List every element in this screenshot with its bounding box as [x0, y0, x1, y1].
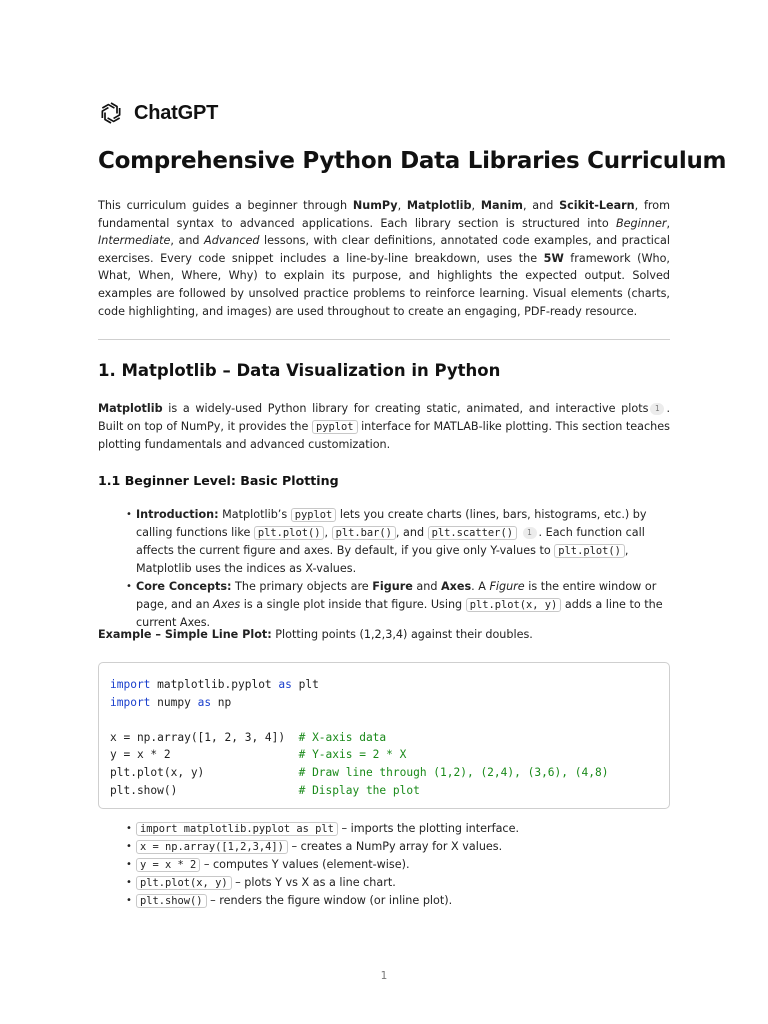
code-line: import matplotlib.pyplot as plt: [110, 678, 319, 691]
list-item: • Core Concepts: The primary objects are Figure and Axes. A Figure is the entire window or page, and an Axes is a single plot inside that figure. Using plt.plot(x, y) adds a line to the current Axes.: [126, 578, 670, 632]
code-line: plt.show() # Display the plot: [110, 783, 420, 797]
section-divider: [98, 339, 670, 340]
inline-code: pyplot: [312, 420, 358, 434]
brand-name: ChatGPT: [134, 101, 219, 124]
inline-code: x = np.array([1,2,3,4]): [136, 840, 288, 854]
brand-header: [98, 100, 218, 126]
citation-badge[interactable]: 1: [650, 403, 664, 415]
code-line: plt.plot(x, y) # Draw line through (1,2), (2,4), (3,6), (4,8): [110, 765, 609, 779]
list-item: • import matplotlib.pyplot as plt – imports the plotting interface.: [126, 820, 670, 838]
inline-code: pyplot: [291, 508, 337, 522]
inline-code: plt.plot(): [254, 526, 325, 540]
inline-code: plt.bar(): [332, 526, 396, 540]
inline-code: plt.plot(x, y): [136, 876, 232, 890]
list-item: • x = np.array([1,2,3,4]) – creates a NumPy array for X values.: [126, 838, 670, 856]
inline-code: plt.plot(x, y): [466, 598, 562, 612]
list-item: • plt.plot(x, y) – plots Y vs X as a line chart.: [126, 874, 670, 892]
list-item: • Introduction: Matplotlib’s pyplot lets you create charts (lines, bars, histograms, etc.) by calling functions like plt.plot() , plt.bar() , and plt.scatter() 1 . Each function call affects the current figure and axes. By default, if you give only Y-values to plt.plot() , Matplotlib uses the indices as X-values.: [126, 506, 670, 578]
code-block[interactable]: [98, 662, 670, 809]
subsection-heading-beginner: 1.1 Beginner Level: Basic Plotting: [98, 473, 339, 488]
intro-paragraph: This curriculum guides a beginner through NumPy, Matplotlib, Manim, and Scikit-Learn, from fundamental syntax to advanced applications. Each library section is structured into Beginner, Intermediate, and Advanced lessons, with clear definitions, annotated code examples, and practical exercises. Every code snippet includes a line-by-line breakdown, uses the 5W framework (Who, What, When, Where, Why) to explain its purpose, and highlights the expected output. Solved examples are followed by unsolved practice problems to reinforce learning. Visual elements (charts, code highlighting, and images) are used throughout to create an engaging, PDF-ready resource.: [98, 199, 671, 318]
inline-code: plt.scatter(): [428, 526, 517, 540]
list-item: • y = x * 2 – computes Y values (element-wise).: [126, 856, 670, 874]
matplotlib-intro-paragraph: Matplotlib is a widely-used Python library for creating static, animated, and interactive plots 1 . Built on top of NumPy, it provides the pyplot interface for MATLAB-like plotting. This section teaches plotting fundamentals and advanced customization.: [98, 402, 670, 452]
code-breakdown-list: [126, 820, 670, 910]
code-line: y = x * 2 # Y-axis = 2 * X: [110, 748, 407, 762]
document-title: Comprehensive Python Data Libraries Curriculum: [98, 148, 727, 174]
inline-code: plt.plot(): [554, 544, 625, 558]
openai-logo-icon: [98, 100, 124, 126]
section-heading-matplotlib: 1. Matplotlib – Data Visualization in Python: [98, 361, 501, 380]
code-content: [110, 676, 608, 799]
code-line: x = np.array([1, 2, 3, 4]) # X-axis data: [110, 730, 387, 744]
code-line: import numpy as np: [110, 695, 232, 709]
page-number: 1: [380, 970, 388, 982]
list-item: • plt.show() – renders the figure window (or inline plot).: [126, 892, 670, 910]
citation-badge[interactable]: 1: [523, 527, 537, 539]
concepts-list: [126, 506, 670, 632]
inline-code: import matplotlib.pyplot as plt: [136, 822, 338, 836]
example-caption: Example – Simple Line Plot: Plotting points (1,2,3,4) against their doubles.: [98, 628, 533, 641]
inline-code: y = x * 2: [136, 858, 200, 872]
inline-code: plt.show(): [136, 894, 207, 908]
